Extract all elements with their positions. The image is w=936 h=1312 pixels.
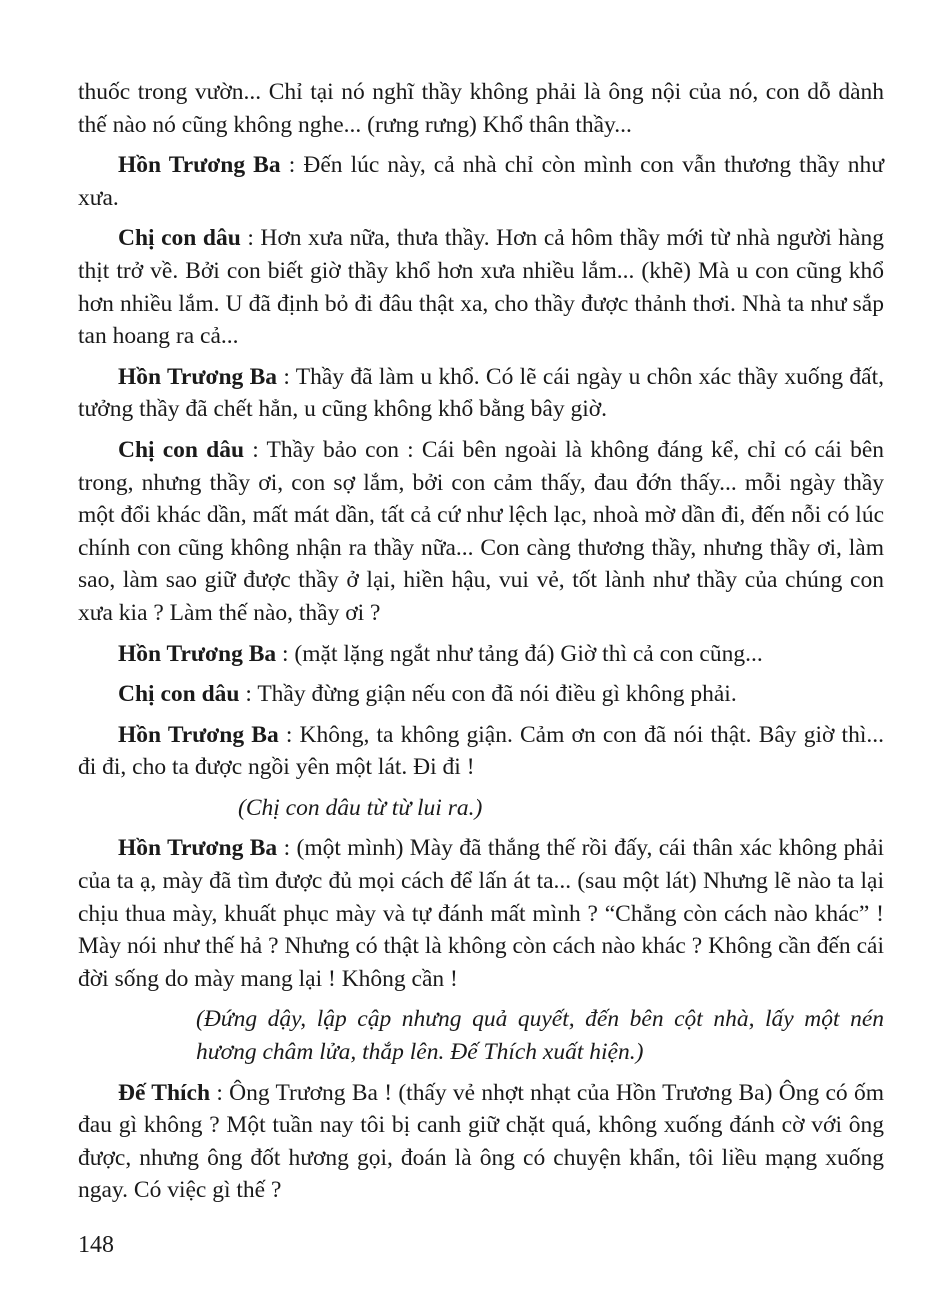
dialogue-paragraph: [78, 678, 884, 711]
dialogue-text: : (mặt lặng ngắt như tảng đá) Giờ thì cả con cũng...: [276, 640, 763, 667]
speaker-name: Hồn Trương Ba: [118, 721, 279, 748]
stage-direction: (Đứng dậy, lập cập nhưng quả quyết, đến bên cột nhà, lấy một nén hương châm lửa, thắp lên. Đế Thích xuất hiện.): [196, 1006, 884, 1066]
speaker-name: Đế Thích: [118, 1079, 211, 1106]
speaker-name: Hồn Trương Ba: [118, 363, 278, 390]
speaker-name: Hồn Trương Ba: [118, 640, 277, 667]
speaker-name: Hồn Trương Ba: [118, 835, 278, 862]
dialogue-text: : (một mình) Mày đã thắng thế rồi đấy, cái thân xác không phải của ta ạ, mày đã tìm được đủ mọi cách để lấn át ta... (sau một lát) Nhưng lẽ nào ta lại chịu thua mày, khuất phục mày và tự đánh mất mình ? “Chẳng còn cách nào khác” ! Mày nói như thế hả ? Nhưng có thật là không còn cách nào khác ? Không cần đến cái đời sống do mày mang lại ! Không cần !: [78, 835, 884, 992]
dialogue-paragraph: [78, 832, 884, 995]
stage-direction: (Chị con dâu từ từ lui ra.): [238, 794, 483, 821]
dialogue-text: : Thầy bảo con : Cái bên ngoài là không đáng kể, chỉ có cái bên trong, nhưng thầy ơi, con sợ lắm, bởi con cảm thấy, đau đớn thấy... mỗi ngày thầy một đổi khác dần, mất mát dần, tất cả cứ như lệch lạc, nhoà mờ dần đi, đến nỗi có lúc chính con cũng không nhận ra thầy nữa... Con càng thương thầy, nhưng thầy ơi, làm sao, làm sao giữ được thầy ở lại, hiền hậu, vui vẻ, tốt lành như thầy của chúng con xưa kia ? Làm thế nào, thầy ơi ?: [78, 436, 884, 626]
dialogue-paragraph: [78, 719, 884, 784]
dialogue-paragraph: [78, 638, 884, 671]
dialogue-text: : Không, ta không giận. Cảm ơn con đã nói thật. Bây giờ thì... đi đi, cho ta được ngồi yên một lát. Đi đi !: [78, 721, 884, 781]
speaker-name: Chị con dâu: [118, 436, 245, 463]
dialogue-text: : Ông Trương Ba ! (thấy vẻ nhợt nhạt của Hồn Trương Ba) Ông có ốm đau gì không ? Một tuần nay tôi bị canh giữ chặt quá, không xuống đánh cờ với ông được, nhưng ông đốt hương gọi, đoán là ông có chuyện khẩn, tôi liều mạng xuống ngay. Có việc gì thế ?: [78, 1079, 884, 1204]
dialogue-text: thuốc trong vườn... Chỉ tại nó nghĩ thầy không phải là ông nội của nó, con dỗ dành thế nào nó cũng không nghe... (rưng rưng) Khổ thân thầy...: [78, 79, 884, 138]
dialogue-text: : Đến lúc này, cả nhà chỉ còn mình con vẫn thương thầy như xưa.: [78, 152, 884, 211]
speaker-name: Chị con dâu: [118, 681, 240, 708]
dialogue-paragraph: [78, 149, 884, 214]
dialogue-paragraph: [78, 434, 884, 630]
dialogue-text: : Hơn xưa nữa, thưa thầy. Hơn cả hôm thầy mới từ nhà người hàng thịt trở về. Bởi con biết giờ thầy khổ hơn xưa nhiều lắm... (khẽ) Mà u con cũng khổ hơn nhiều lắm. U đã định bỏ đi đâu thật xa, cho thầy được thảnh thơi. Nhà ta như sắp tan hoang ra cả...: [78, 225, 884, 350]
dialogue-paragraph: [78, 76, 884, 141]
dialogue-paragraph: [78, 361, 884, 426]
book-page-text: [78, 76, 884, 1215]
dialogue-paragraph: [78, 1077, 884, 1207]
dialogue-text: : Thầy đã làm u khổ. Có lẽ cái ngày u chôn xác thầy xuống đất, tưởng thầy đã chết hẳn, u cũng không khổ bằng bây giờ.: [78, 363, 884, 423]
speaker-name: Hồn Trương Ba: [118, 152, 281, 179]
dialogue-text: : Thầy đừng giận nếu con đã nói điều gì không phải.: [239, 681, 737, 708]
dialogue-paragraph: [78, 222, 884, 352]
page-number: 148: [78, 1232, 114, 1258]
speaker-name: Chị con dâu: [118, 225, 241, 252]
